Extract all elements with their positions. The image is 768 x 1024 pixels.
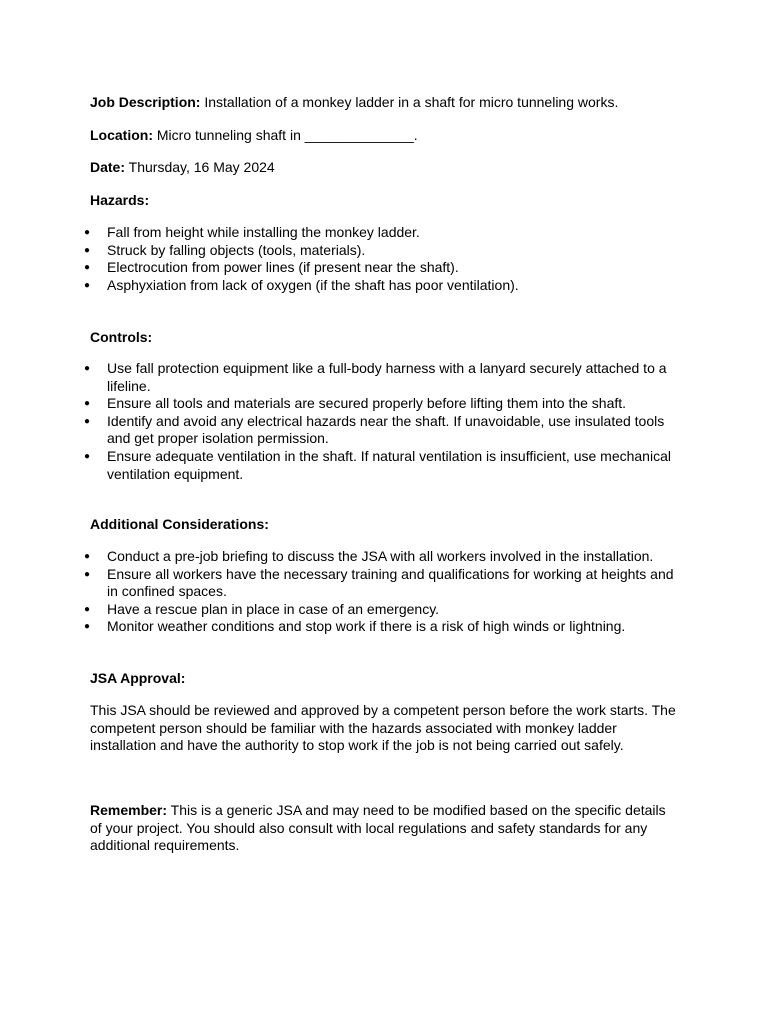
list-item: ● Conduct a pre-job briefing to discuss the JSA with all workers involved in the installation. [84, 548, 684, 566]
job-description-label: Job Description: [90, 94, 201, 110]
controls-heading: Controls: [90, 329, 153, 345]
list-item: ● Use fall protection equipment like a full-body harness with a lanyard securely attached to a lifeline. [84, 360, 674, 395]
controls-list [84, 360, 674, 483]
remember-text: This is a generic JSA and may need to be modified based on the specific details of your project. You should also consult with local regulations and safety standards for any additional requirements. [90, 802, 666, 854]
remember-paragraph [90, 802, 680, 855]
list-item: ● Fall from height while installing the monkey ladder. [84, 224, 684, 242]
hazards-heading: Hazards: [90, 192, 150, 208]
location-line [90, 126, 680, 144]
date-line [90, 158, 680, 176]
jsa-approval-heading: JSA Approval: [90, 670, 186, 686]
list-item: ● Asphyxiation from lack of oxygen (if the shaft has poor ventilation). [84, 277, 684, 295]
additional-considerations-list [84, 548, 684, 636]
remember-label: Remember: [90, 802, 168, 818]
date-label: Date: [90, 159, 126, 175]
location-label: Location: [90, 127, 153, 143]
job-description-value: Installation of a monkey ladder in a shaft for micro tunneling works. [204, 94, 619, 110]
additional-considerations-heading: Additional Considerations: [90, 516, 269, 532]
list-item: ● Ensure all workers have the necessary training and qualifications for working at heights and in confined spaces. [84, 566, 684, 601]
list-item: ● Ensure adequate ventilation in the shaft. If natural ventilation is insufficient, use mechanical ventilation equipment. [84, 448, 674, 483]
list-item: ● Identify and avoid any electrical hazards near the shaft. If unavoidable, use insulated tools and get proper isolation permission. [84, 413, 674, 448]
job-description-line [90, 93, 680, 111]
list-item: ● Struck by falling objects (tools, materials). [84, 242, 684, 260]
location-value: Micro tunneling shaft in ______________. [156, 127, 418, 143]
date-value: Thursday, 16 May 2024 [128, 159, 275, 175]
list-item: ● Monitor weather conditions and stop work if there is a risk of high winds or lightning. [84, 618, 684, 636]
list-item: ● Ensure all tools and materials are secured properly before lifting them into the shaft. [84, 395, 674, 413]
jsa-approval-text: This JSA should be reviewed and approved by a competent person before the work starts. The competent person should be familiar with the hazards associated with monkey ladder installation and have the authority to stop work if the job is not being carried out safely. [90, 702, 676, 754]
list-item: ● Electrocution from power lines (if present near the shaft). [84, 259, 684, 277]
list-item: ● Have a rescue plan in place in case of an emergency. [84, 601, 684, 619]
hazards-list [84, 224, 684, 294]
